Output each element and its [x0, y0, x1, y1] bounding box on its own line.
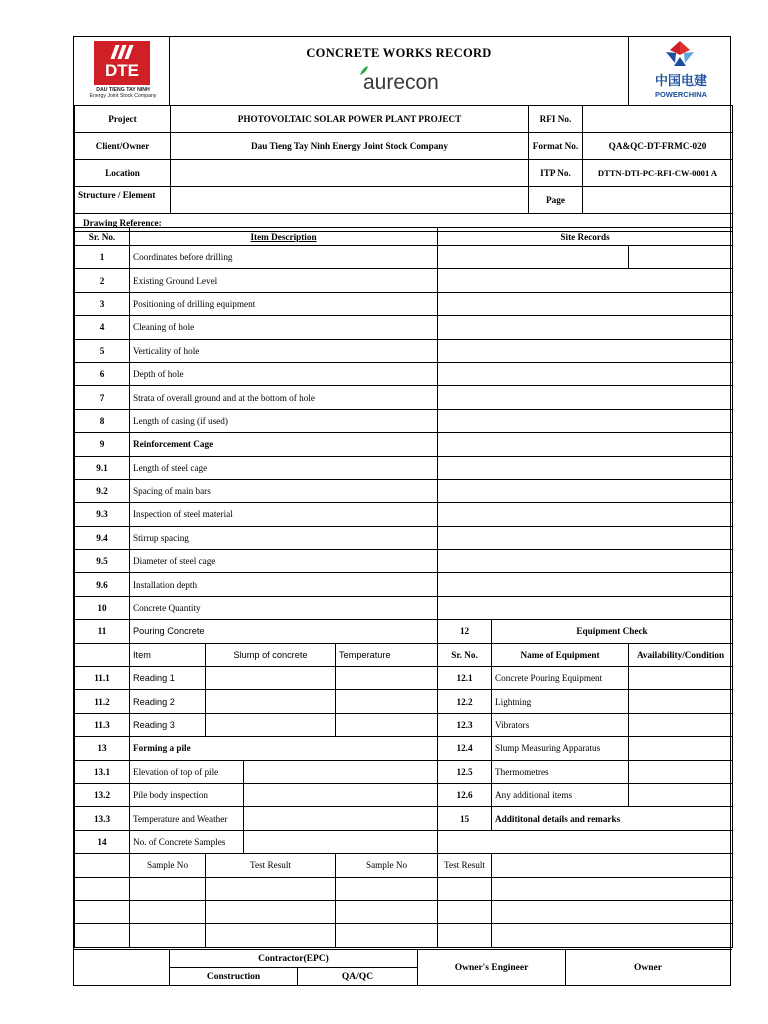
- test-result-field-2[interactable]: [438, 924, 492, 947]
- table-row: [75, 292, 733, 315]
- equipment-availability-field[interactable]: [629, 690, 733, 713]
- remarks-number: 15: [438, 807, 492, 830]
- table-row: [75, 620, 733, 643]
- equipment-col-name: Name of Equipment: [492, 643, 629, 666]
- forming-pile-label: Forming a pile: [130, 737, 438, 760]
- sample-no-field[interactable]: [130, 900, 206, 923]
- sample-no-field-2[interactable]: [336, 877, 438, 900]
- sample-col-test-result: Test Result: [206, 854, 336, 877]
- test-result-field[interactable]: [206, 900, 336, 923]
- item-number: 11.3: [75, 713, 130, 736]
- item-description: Concrete Quantity: [130, 596, 438, 619]
- sample-no-field[interactable]: [130, 877, 206, 900]
- item-description: Existing Ground Level: [130, 269, 438, 292]
- site-record-field[interactable]: [438, 526, 733, 549]
- temperature-value-field[interactable]: [336, 667, 438, 690]
- equipment-number: 12.3: [438, 713, 492, 736]
- table-row: [75, 667, 733, 690]
- sample-col-test-result-2: Test Result: [438, 854, 492, 877]
- equipment-name: Thermometres: [492, 760, 629, 783]
- site-record-field[interactable]: [438, 386, 733, 409]
- dte-logo-mark: [94, 41, 150, 85]
- remarks-field[interactable]: [438, 830, 733, 853]
- location-label: Location: [75, 160, 171, 187]
- pouring-concrete-label: Pouring Concrete: [130, 620, 438, 643]
- site-record-field[interactable]: [438, 479, 733, 502]
- lower-body: [75, 620, 733, 947]
- site-record-field[interactable]: [438, 503, 733, 526]
- item-number: 3: [75, 292, 130, 315]
- table-row: [75, 526, 733, 549]
- site-record-field[interactable]: [438, 433, 733, 456]
- item-number: 9.4: [75, 526, 130, 549]
- slump-value-field[interactable]: [206, 713, 336, 736]
- table-row: [75, 596, 733, 619]
- item-number: 9.3: [75, 503, 130, 526]
- pile-value-field[interactable]: [244, 760, 438, 783]
- client-label: Client/Owner: [75, 133, 171, 160]
- item-number: 6: [75, 362, 130, 385]
- equipment-check-label: Equipment Check: [492, 620, 733, 643]
- reading-label: Reading 1: [130, 667, 206, 690]
- structure-value-field[interactable]: [171, 187, 529, 214]
- table-row: [75, 456, 733, 479]
- structure-label: Structure / Element: [75, 187, 171, 214]
- qaqc-signature-label: QA/QC: [298, 968, 418, 986]
- table-row: [75, 386, 733, 409]
- slump-value-field[interactable]: [206, 667, 336, 690]
- col-header-item-description: Item Description: [130, 228, 438, 246]
- sample-row-blank: [75, 877, 130, 900]
- table-row: [75, 479, 733, 502]
- table-row: [75, 854, 733, 877]
- table-row: [75, 900, 733, 923]
- table-row: [75, 573, 733, 596]
- item-description: Reinforcement Cage: [130, 433, 438, 456]
- document-title: CONCRETE WORKS RECORD: [306, 46, 492, 60]
- table-row: [75, 643, 733, 666]
- site-record-field-extra[interactable]: [629, 246, 733, 269]
- item-number: 1: [75, 246, 130, 269]
- site-record-field[interactable]: [438, 246, 629, 269]
- project-label: Project: [75, 106, 171, 133]
- item-number: 5: [75, 339, 130, 362]
- site-record-field[interactable]: [438, 292, 733, 315]
- item-description: Stirrup spacing: [130, 526, 438, 549]
- table-row: [75, 550, 733, 573]
- sample-no-field-2[interactable]: [336, 900, 438, 923]
- owners-engineer-signature-label: Owner's Engineer: [418, 950, 566, 986]
- item-number: 9: [75, 433, 130, 456]
- construction-signature-label: Construction: [170, 968, 298, 986]
- item-number: 9.5: [75, 550, 130, 573]
- test-result-field-2[interactable]: [438, 900, 492, 923]
- pile-item-label: Pile body inspection: [130, 783, 244, 806]
- equipment-number: 12.2: [438, 690, 492, 713]
- pouring-col-slump: Slump of concrete: [206, 643, 336, 666]
- test-result-field[interactable]: [206, 924, 336, 947]
- aurecon-logo: [170, 71, 628, 95]
- rfi-value-field[interactable]: [583, 106, 733, 133]
- blank-cell: [75, 643, 130, 666]
- pouring-col-temperature: Temperature: [336, 643, 438, 666]
- pile-item-label: Elevation of top of pile: [130, 760, 244, 783]
- table-row: [75, 339, 733, 362]
- dte-subtitle: DAU TIENG TAY NINH: [96, 87, 150, 93]
- test-result-field-2[interactable]: [438, 877, 492, 900]
- client-value: Dau Tieng Tay Ninh Energy Joint Stock Company: [171, 133, 529, 160]
- dte-logo-text: DTE: [105, 61, 139, 80]
- temperature-value-field[interactable]: [336, 713, 438, 736]
- equipment-number: 12.4: [438, 737, 492, 760]
- item-number: 11.1: [75, 667, 130, 690]
- item-description: Spacing of main bars: [130, 479, 438, 502]
- site-record-field[interactable]: [438, 316, 733, 339]
- table-row: [75, 760, 733, 783]
- project-value: PHOTOVOLTAIC SOLAR POWER PLANT PROJECT: [171, 106, 529, 133]
- table-row: [75, 316, 733, 339]
- item-description: Verticality of hole: [130, 339, 438, 362]
- concrete-samples-label: No. of Concrete Samples: [130, 830, 244, 853]
- item-description: Cleaning of hole: [130, 316, 438, 339]
- samples-count-field[interactable]: [244, 830, 438, 853]
- sample-no-field-2[interactable]: [336, 924, 438, 947]
- remarks-field[interactable]: [492, 924, 733, 947]
- item-number: 8: [75, 409, 130, 432]
- site-record-field[interactable]: [438, 339, 733, 362]
- contractor-epc-label: Contractor(EPC): [170, 950, 418, 968]
- rfi-label: RFI No.: [529, 106, 583, 133]
- powerchina-english-text: POWERCHINA: [654, 90, 708, 99]
- sample-no-field[interactable]: [130, 924, 206, 947]
- item-number: 9.6: [75, 573, 130, 596]
- table-row: [75, 713, 733, 736]
- reading-label: Reading 2: [130, 690, 206, 713]
- table-row: [75, 877, 733, 900]
- item-number: 11.2: [75, 690, 130, 713]
- item-description: Inspection of steel material: [130, 503, 438, 526]
- location-value-field[interactable]: [171, 160, 529, 187]
- dte-logo: [74, 37, 170, 105]
- item-description: Depth of hole: [130, 362, 438, 385]
- remarks-field[interactable]: [492, 854, 733, 877]
- item-number: 13.3: [75, 807, 130, 830]
- table-row: [75, 409, 733, 432]
- equipment-availability-field[interactable]: [629, 783, 733, 806]
- itp-label: ITP No.: [529, 160, 583, 187]
- title-block: [170, 37, 628, 105]
- site-record-field[interactable]: [438, 269, 733, 292]
- page-label: Page: [529, 187, 583, 214]
- aurecon-leaf-icon: [359, 65, 369, 77]
- sample-row-blank: [75, 900, 130, 923]
- powerchina-logo: [628, 37, 732, 105]
- pile-value-field[interactable]: [244, 783, 438, 806]
- project-info-table: [74, 105, 733, 232]
- item-number: 7: [75, 386, 130, 409]
- item-number: 11: [75, 620, 130, 643]
- inspection-table: [74, 227, 733, 948]
- equipment-section-number: 12: [438, 620, 492, 643]
- item-number: 9.2: [75, 479, 130, 502]
- equipment-number: 12.6: [438, 783, 492, 806]
- item-number: 10: [75, 596, 130, 619]
- test-result-field[interactable]: [206, 877, 336, 900]
- page-value-field[interactable]: [583, 187, 733, 214]
- equipment-col-sr-no: Sr. No.: [438, 643, 492, 666]
- table-row: [75, 807, 733, 830]
- site-record-field[interactable]: [438, 362, 733, 385]
- site-record-field[interactable]: [438, 596, 733, 619]
- temperature-value-field[interactable]: [336, 690, 438, 713]
- site-record-field[interactable]: [438, 456, 733, 479]
- itp-value: DTTN-DTI-PC-RFI-CW-0001 A: [583, 160, 733, 187]
- table-row: [75, 783, 733, 806]
- item-description: Installation depth: [130, 573, 438, 596]
- remarks-field[interactable]: [492, 877, 733, 900]
- equipment-availability-field[interactable]: [629, 667, 733, 690]
- dte-tagline: Energy Joint Stock Company: [89, 93, 157, 99]
- powerchina-chinese-text: 中国电建: [654, 74, 707, 89]
- drawing-reference-label: Drawing Reference:: [75, 214, 733, 232]
- table-row: [75, 433, 733, 456]
- equipment-name: Any additional items: [492, 783, 629, 806]
- item-description: Strata of overall ground and at the bottom of hole: [130, 386, 438, 409]
- table-row: [75, 246, 733, 269]
- table-row: [75, 269, 733, 292]
- col-header-site-records: Site Records: [438, 228, 733, 246]
- remarks-field[interactable]: [492, 900, 733, 923]
- table-row: [75, 362, 733, 385]
- col-header-sr-no: Sr. No.: [75, 228, 130, 246]
- item-number: 14: [75, 830, 130, 853]
- table-row: [75, 924, 733, 947]
- table-row: [75, 737, 733, 760]
- sample-row-blank: [75, 924, 130, 947]
- item-number: 13.1: [75, 760, 130, 783]
- site-record-field[interactable]: [438, 573, 733, 596]
- table-row: [75, 503, 733, 526]
- equipment-number: 12.5: [438, 760, 492, 783]
- item-number: 4: [75, 316, 130, 339]
- slump-value-field[interactable]: [206, 690, 336, 713]
- aurecon-logo-text: aurecon: [362, 71, 439, 94]
- concrete-works-form: [73, 36, 731, 986]
- equipment-name: Concrete Pouring Equipment: [492, 667, 629, 690]
- sample-col-sample-no: Sample No: [130, 854, 206, 877]
- sample-col-sample-no-2: Sample No: [336, 854, 438, 877]
- equipment-availability-field[interactable]: [629, 713, 733, 736]
- equipment-col-availability: Availability/Condition: [629, 643, 733, 666]
- item-number: 13: [75, 737, 130, 760]
- items-body: [75, 246, 733, 620]
- item-description: Diameter of steel cage: [130, 550, 438, 573]
- equipment-name: Vibrators: [492, 713, 629, 736]
- item-number: 2: [75, 269, 130, 292]
- table-row: [75, 690, 733, 713]
- item-description: Coordinates before drilling: [130, 246, 438, 269]
- equipment-availability-field[interactable]: [629, 737, 733, 760]
- item-description: Length of casing (if used): [130, 409, 438, 432]
- signature-block: [74, 949, 732, 987]
- additional-remarks-label: Addititonal details and remarks: [492, 807, 733, 830]
- blank-cell: [75, 854, 130, 877]
- item-number: 9.1: [75, 456, 130, 479]
- item-description: Positioning of drilling equipment: [130, 292, 438, 315]
- owner-signature-label: Owner: [634, 963, 662, 973]
- reading-label: Reading 3: [130, 713, 206, 736]
- item-number: 13.2: [75, 783, 130, 806]
- equipment-name: Lightning: [492, 690, 629, 713]
- signature-blank: [74, 950, 170, 986]
- equipment-number: 12.1: [438, 667, 492, 690]
- pile-item-label: Temperature and Weather: [130, 807, 244, 830]
- pouring-col-item: Item: [130, 643, 206, 666]
- site-record-field[interactable]: [438, 550, 733, 573]
- equipment-availability-field[interactable]: [629, 760, 733, 783]
- form-header: [74, 37, 732, 105]
- powerchina-mark-icon: [663, 41, 697, 69]
- dte-logo-subtitle: [78, 87, 168, 99]
- item-description: Length of steel cage: [130, 456, 438, 479]
- equipment-name: Slump Measuring Apparatus: [492, 737, 629, 760]
- pile-value-field[interactable]: [244, 807, 438, 830]
- table-row: [75, 830, 733, 853]
- site-record-field[interactable]: [438, 409, 733, 432]
- format-label: Format No.: [529, 133, 583, 160]
- format-value: QA&QC-DT-FRMC-020: [583, 133, 733, 160]
